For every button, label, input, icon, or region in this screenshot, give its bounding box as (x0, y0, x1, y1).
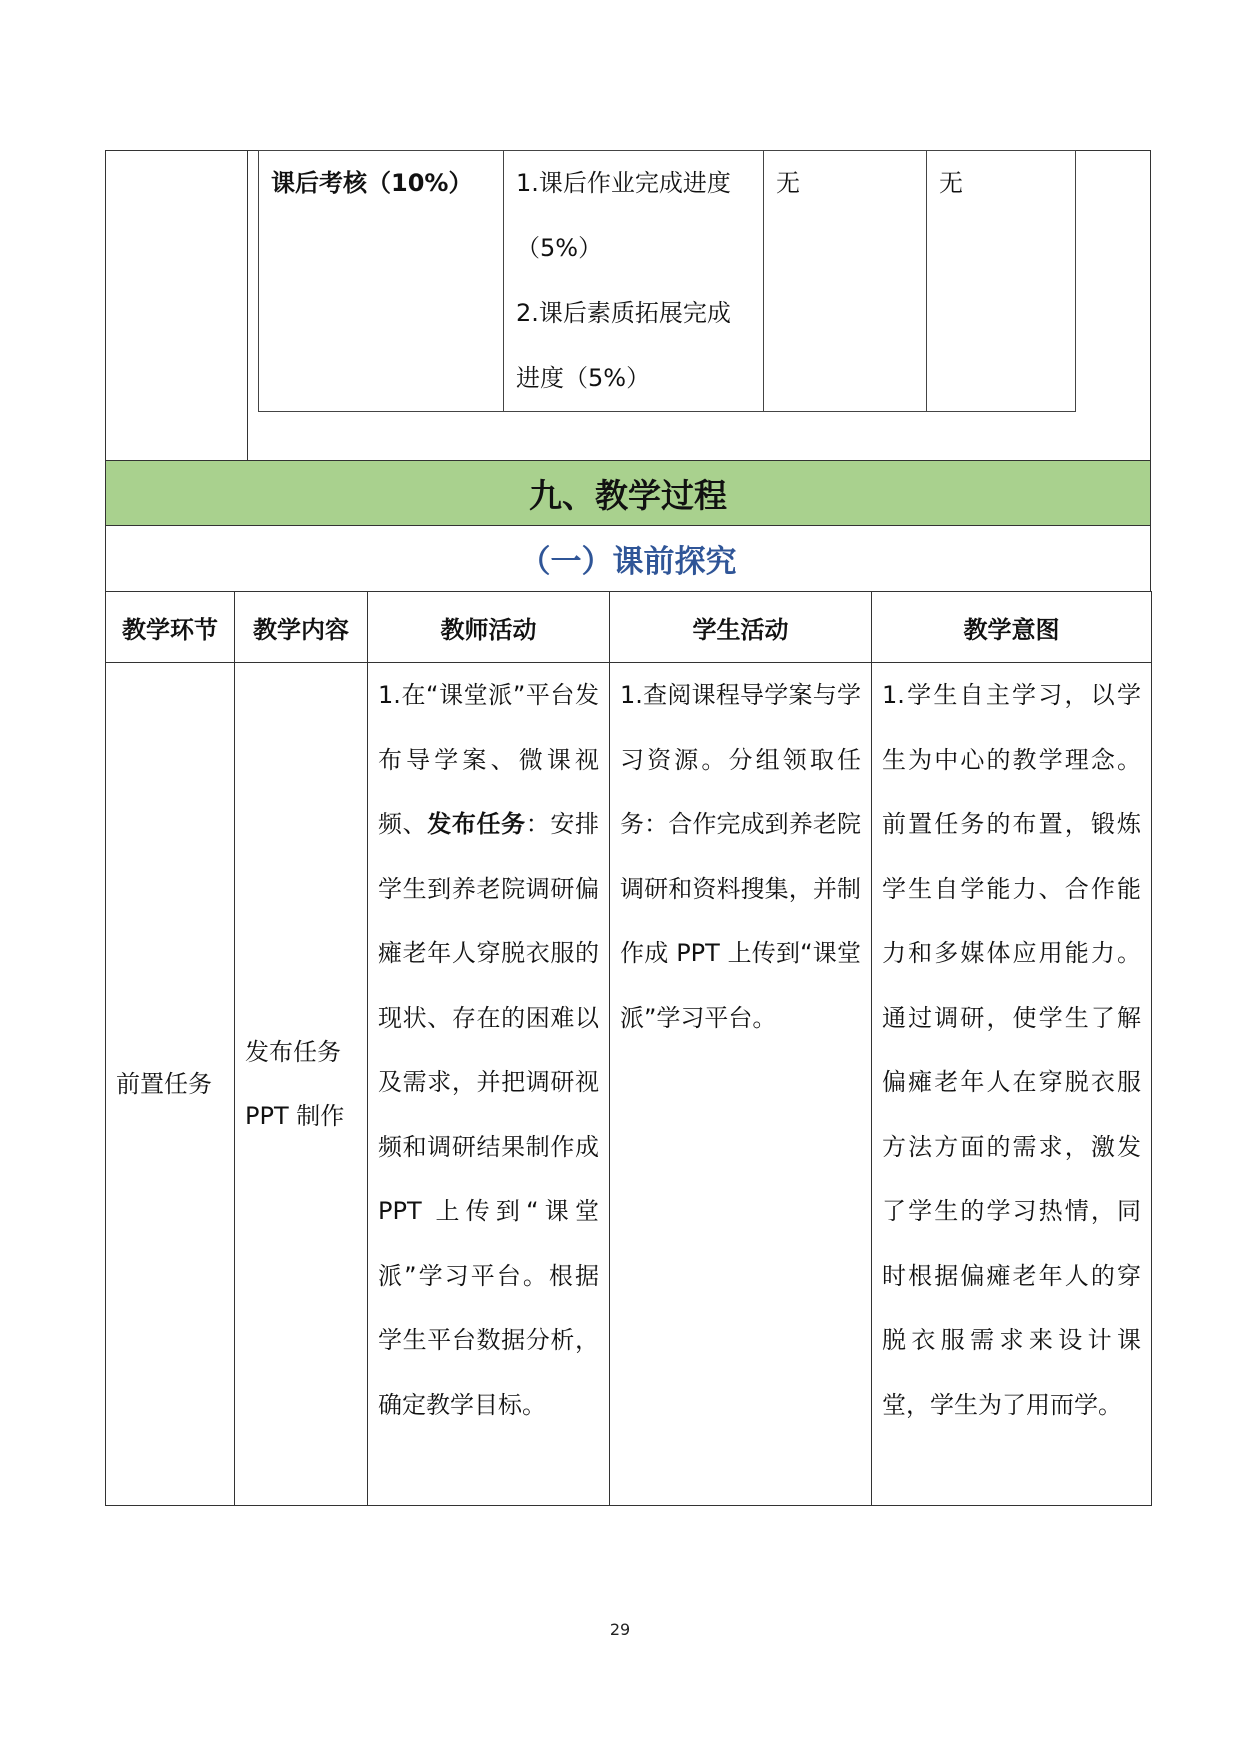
assessment-table (258, 150, 1076, 412)
assessment-item-line: （5%） (516, 234, 603, 262)
header-content: 教学内容 (235, 592, 368, 663)
teacher-activity-prefix: 1.在“课堂派”平台发布导学案、微课视频、 (378, 681, 599, 838)
assessment-col4: 无 (939, 169, 963, 197)
intent-text: 1.学生自主学习，以学生为中心的教学理念。前置任务的布置，锻炼学生自学能力、合作能力和多媒体应用能力。通过调研，使学生了解偏瘫老年人在穿脱衣服方法方面的需求，激发了学生的学习热情，同时根据偏瘫老年人的穿脱衣服需求来设计课堂，学生为了用而学。 (882, 681, 1141, 1419)
header-student-activity: 学生活动 (610, 592, 872, 663)
teaching-process-table (105, 591, 1152, 1506)
teacher-activity-bold: 发布任务 (427, 810, 526, 838)
stage-cell (106, 663, 235, 1506)
teacher-activity-rest: ：安排学生到养老院调研偏瘫老年人穿脱衣服的现状、存在的困难以及需求，并把调研视频和调研结果制作成 PPT 上传到“课堂派”学习平台。根据学生平台数据分析，确定教学目标。 (378, 810, 599, 1419)
assessment-items (516, 151, 753, 411)
continuation-left-divider (247, 151, 248, 461)
assessment-col3: 无 (776, 169, 800, 197)
section-subtitle: （一）课前探究 (105, 526, 1151, 591)
assessment-col4-cell (927, 151, 1076, 412)
assessment-items-cell (504, 151, 764, 412)
table-header-row (106, 592, 1152, 663)
content-line: 发布任务 (245, 1037, 341, 1066)
header-teacher-activity: 教师活动 (368, 592, 610, 663)
student-activity-cell (610, 663, 872, 1506)
intent-cell (872, 663, 1152, 1506)
header-stage: 教学环节 (106, 592, 235, 663)
assessment-label-cell (259, 151, 504, 412)
assessment-item-line: 进度（5%） (516, 364, 651, 392)
assessment-item-line: 2.课后素质拓展完成 (516, 299, 731, 327)
assessment-label: 课后考核（10%） (271, 169, 473, 197)
content-cell (235, 663, 368, 1506)
content-line: PPT 制作 (245, 1102, 345, 1130)
assessment-col3-cell (764, 151, 927, 412)
page-number: 29 (609, 1620, 631, 1639)
assessment-item-line: 1.课后作业完成进度 (516, 169, 731, 197)
section-title: 九、教学过程 (105, 460, 1151, 526)
assessment-row (259, 151, 1076, 412)
table-row (106, 663, 1152, 1506)
header-intent: 教学意图 (872, 592, 1152, 663)
stage-text: 前置任务 (116, 1069, 212, 1098)
teacher-activity-cell (368, 663, 610, 1506)
student-activity-text: 1.查阅课程导学案与学习资源。分组领取任务：合作完成到养老院调研和资料搜集，并制作成 PPT 上传到“课堂派”学习平台。 (620, 681, 861, 1032)
